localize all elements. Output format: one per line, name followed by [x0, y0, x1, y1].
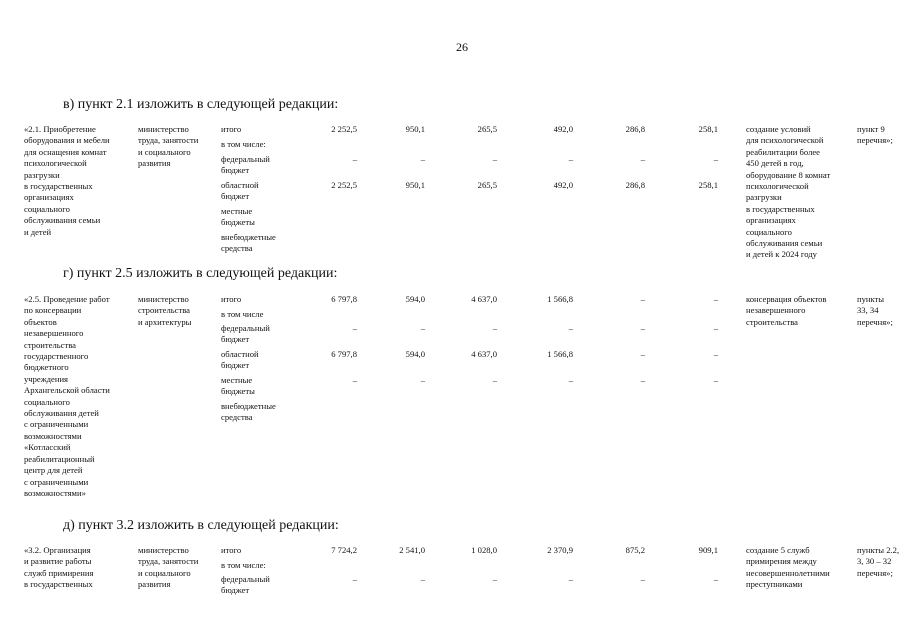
- value-cell: –: [713, 574, 718, 584]
- value-cell: 492,0: [553, 124, 573, 134]
- value-cell: –: [713, 323, 718, 333]
- value-cell: –: [713, 154, 718, 164]
- row-label: внебюджетные средства: [221, 232, 276, 254]
- result-text: создание условий для психологической реабилитации более 450 детей в год, оборудование 8 комнат психологической разгрузки в государственных организациях социального обслуживания семьи и детей к 2024 году: [746, 124, 831, 260]
- value-cell: –: [492, 375, 497, 385]
- value-cell: 1 566,8: [547, 349, 573, 359]
- row-label: местные бюджеты: [221, 375, 255, 397]
- value-cell: –: [420, 154, 425, 164]
- section-heading-g: г) пункт 2.5 изложить в следующей редакции:: [63, 266, 338, 281]
- value-cell: 286,8: [625, 180, 645, 190]
- value-cell: 6 797,8: [331, 294, 357, 304]
- row-label: федеральный бюджет: [221, 154, 270, 176]
- value-cell: 594,0: [405, 294, 425, 304]
- value-cell: –: [568, 375, 573, 385]
- value-cell: –: [352, 154, 357, 164]
- row-label: итого: [221, 294, 242, 304]
- link-text: пункты 2.2, 3, 30 – 32 перечня»;: [857, 545, 900, 578]
- value-cell: –: [352, 323, 357, 333]
- value-cell: –: [568, 323, 573, 333]
- row-label: внебюджетные средства: [221, 401, 276, 423]
- row-label: в том числе:: [221, 139, 266, 149]
- executor-text: министерство труда, занятости и социального развития: [138, 545, 199, 590]
- value-cell: –: [640, 375, 645, 385]
- value-cell: 265,5: [477, 180, 497, 190]
- value-cell: 4 637,0: [471, 349, 497, 359]
- row-label: в том числе: [221, 309, 264, 319]
- value-cell: –: [492, 323, 497, 333]
- row-label: федеральный бюджет: [221, 574, 270, 596]
- value-cell: –: [420, 375, 425, 385]
- value-cell: 2 252,5: [331, 180, 357, 190]
- value-cell: –: [640, 154, 645, 164]
- value-cell: –: [713, 294, 718, 304]
- link-text: пункты 33, 34 перечня»;: [857, 294, 893, 327]
- section-heading-d: д) пункт 3.2 изложить в следующей редакции:: [63, 518, 339, 533]
- row-label: областной бюджет: [221, 180, 259, 202]
- value-cell: 492,0: [553, 180, 573, 190]
- executor-text: министерство труда, занятости и социального развития: [138, 124, 199, 169]
- row-label: итого: [221, 545, 242, 555]
- value-cell: –: [640, 349, 645, 359]
- row-label: местные бюджеты: [221, 206, 255, 228]
- value-cell: 4 637,0: [471, 294, 497, 304]
- value-cell: 258,1: [698, 180, 718, 190]
- value-cell: –: [492, 574, 497, 584]
- value-cell: –: [568, 154, 573, 164]
- value-cell: 265,5: [477, 124, 497, 134]
- value-cell: 950,1: [405, 124, 425, 134]
- executor-text: министерство строительства и архитектуры: [138, 294, 192, 327]
- row-label: федеральный бюджет: [221, 323, 270, 345]
- value-cell: 594,0: [405, 349, 425, 359]
- event-text: «3.2. Организация и развитие работы служб примирения в государственных: [24, 545, 94, 590]
- value-cell: 6 797,8: [331, 349, 357, 359]
- value-cell: –: [420, 574, 425, 584]
- value-cell: 258,1: [698, 124, 718, 134]
- value-cell: –: [568, 574, 573, 584]
- value-cell: 950,1: [405, 180, 425, 190]
- value-cell: 2 252,5: [331, 124, 357, 134]
- value-cell: –: [352, 574, 357, 584]
- value-cell: 2 541,0: [399, 545, 425, 555]
- value-cell: 1 028,0: [471, 545, 497, 555]
- value-cell: 286,8: [625, 124, 645, 134]
- page-number: 26: [456, 40, 468, 54]
- value-cell: 909,1: [698, 545, 718, 555]
- value-cell: 1 566,8: [547, 294, 573, 304]
- section-heading-v: в) пункт 2.1 изложить в следующей редакции:: [63, 97, 339, 112]
- result-text: консервация объектов незавершенного строительства: [746, 294, 827, 327]
- value-cell: 875,2: [625, 545, 645, 555]
- link-text: пункт 9 перечня»;: [857, 124, 893, 146]
- event-text: «2.5. Проведение работ по консервации объектов незавершенного строительства государственного бюджетного учреждения Архангельской области социального обслуживания детей с ограниченными возможностями «Котласский реабилитационный центр для детей с ограниченными возможностями»: [24, 294, 110, 498]
- result-text: создание 5 служб примирения между несовершеннолетними преступниками: [746, 545, 830, 590]
- row-label: итого: [221, 124, 242, 134]
- value-cell: –: [640, 323, 645, 333]
- row-label: областной бюджет: [221, 349, 259, 371]
- value-cell: –: [420, 323, 425, 333]
- value-cell: –: [640, 294, 645, 304]
- row-label: в том числе:: [221, 560, 266, 570]
- value-cell: 7 724,2: [331, 545, 357, 555]
- value-cell: 2 370,9: [547, 545, 573, 555]
- value-cell: –: [492, 154, 497, 164]
- value-cell: –: [640, 574, 645, 584]
- value-cell: –: [713, 349, 718, 359]
- event-text: «2.1. Приобретение оборудования и мебели для оснащения комнат психологической разгрузки в государственных организациях социального обслуживания семьи и детей: [24, 124, 110, 237]
- value-cell: –: [352, 375, 357, 385]
- value-cell: –: [713, 375, 718, 385]
